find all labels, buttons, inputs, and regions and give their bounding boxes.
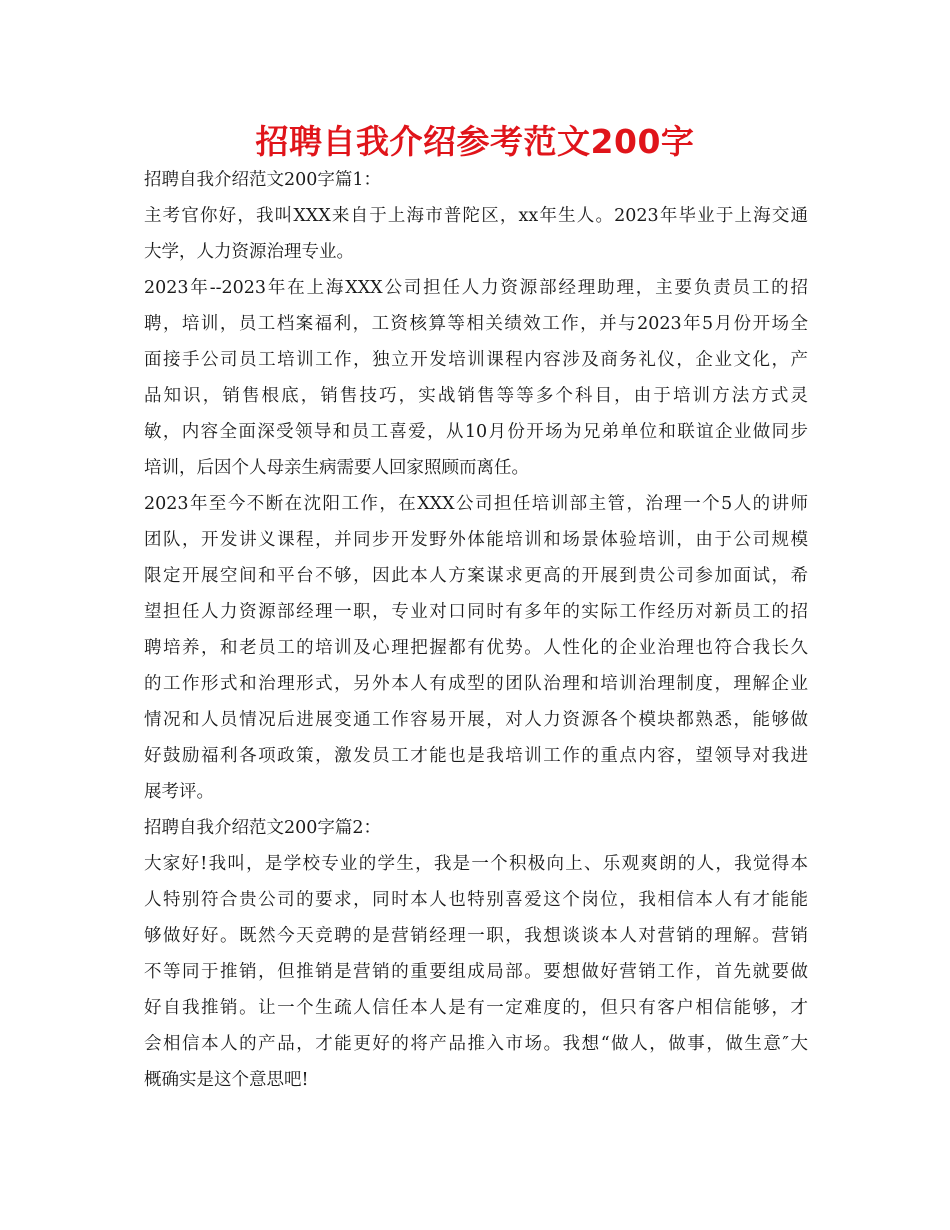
paragraph-line: 展考评。 (144, 782, 214, 802)
section-heading-1: 招聘自我介绍范文200字篇1： (144, 170, 382, 190)
paragraph-line: 聘培养，和老员工的培训及心理把握都有优势。人性化的企业治理也符合我长久 (144, 638, 808, 658)
paragraph-line: 大学，人力资源治理专业。 (144, 242, 354, 262)
paragraph-line: 不等同于推销，但推销是营销的重要组成局部。要想做好营销工作，首先就要做 (144, 962, 808, 982)
paragraph-line: 的工作形式和治理形式，另外本人有成型的团队治理和培训治理制度，理解企业 (144, 674, 808, 694)
paragraph-line: 人特别符合贵公司的要求，同时本人也特别喜爱这个岗位，我相信本人有才能能 (144, 890, 808, 910)
paragraph-line: 够做好好。既然今天竞聘的是营销经理一职，我想谈谈本人对营销的理解。营销 (144, 926, 808, 946)
paragraph-line: 好自我推销。让一个生疏人信任本人是有一定难度的，但只有客户相信能够，才 (144, 998, 808, 1018)
paragraph-line: 好鼓励福利各项政策，激发员工才能也是我培训工作的重点内容，望领导对我进 (144, 746, 808, 766)
paragraph-line: 2023年至今不断在沈阳工作，在XXX公司担任培训部主管，治理一个5人的讲师 (144, 494, 808, 514)
paragraph-line: 望担任人力资源部经理一职，专业对口同时有多年的实际工作经历对新员工的招 (144, 602, 808, 622)
paragraph-line: 聘，培训，员工档案福利，工资核算等相关绩效工作，并与2023年5月份开场全 (144, 314, 808, 334)
paragraph-line: 团队，开发讲义课程，并同步开发野外体能培训和场景体验培训，由于公司规模 (144, 530, 808, 550)
paragraph-line: 主考官你好，我叫XXX来自于上海市普陀区，xx年生人。2023年毕业于上海交通 (144, 206, 808, 226)
paragraph-line: 概确实是这个意思吧! (144, 1070, 309, 1090)
document-body (144, 162, 808, 1098)
paragraph-line: 情况和人员情况后进展变通工作容易开展，对人力资源各个模块都熟悉，能够做 (144, 710, 808, 730)
document-title: 招聘自我介绍参考范文200字 (255, 122, 695, 161)
paragraph-line: 面接手公司员工培训工作，独立开发培训课程内容涉及商务礼仪，企业文化，产 (144, 350, 808, 370)
paragraph-line: 大家好!我叫，是学校专业的学生，我是一个积极向上、乐观爽朗的人，我觉得本 (144, 854, 808, 874)
paragraph-line: 品知识，销售根底，销售技巧，实战销售等等多个科目，由于培训方法方式灵 (144, 386, 808, 406)
paragraph-line: 限定开展空间和平台不够，因此本人方案谋求更高的开展到贵公司参加面试，希 (144, 566, 808, 586)
paragraph-line: 培训，后因个人母亲生病需要人回家照顾而离任。 (144, 458, 529, 478)
paragraph-line: 会相信本人的产品，才能更好的将产品推入市场。我想“做人，做事，做生意″大 (144, 1034, 808, 1054)
paragraph-line: 敏，内容全面深受领导和员工喜爱，从10月份开场为兄弟单位和联谊企业做同步 (144, 422, 808, 442)
paragraph-line: 2023年--2023年在上海XXX公司担任人力资源部经理助理，主要负责员工的招 (144, 278, 808, 298)
section-heading-2: 招聘自我介绍范文200字篇2： (144, 818, 382, 838)
